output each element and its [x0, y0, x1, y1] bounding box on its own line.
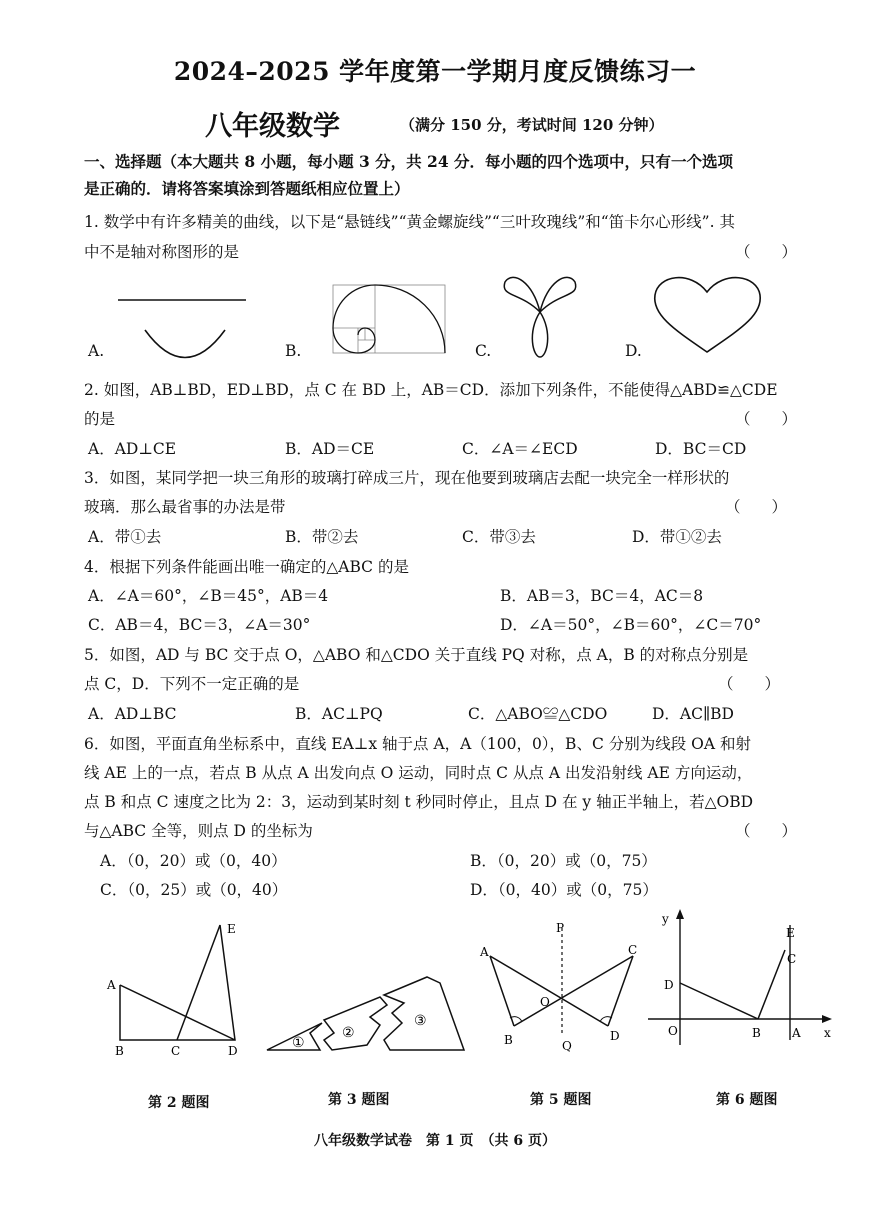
fig2-label-d: D — [228, 1044, 238, 1058]
q4-line1: 4．根据下列条件能画出唯一确定的△ABC 的是 — [84, 558, 409, 576]
score-info: （满分 150 分，考试时间 120 分钟） — [400, 116, 664, 134]
fig3-label-3: ③ — [414, 1013, 427, 1029]
fig2-label-e: E — [227, 922, 236, 936]
exam-title: 2024–2025 学年度第一学期月度反馈练习一 — [173, 57, 697, 86]
q5-option-a: A．AD⊥BC — [88, 705, 177, 723]
q3-answer-paren: （ ） — [725, 498, 788, 516]
q4-option-c: C．AB＝4，BC＝3，∠A＝30° — [88, 616, 311, 634]
q5-option-c: C．△ABO≌△CDO — [468, 705, 608, 723]
q6-answer-paren: （ ） — [735, 822, 798, 840]
catenary-figure — [110, 290, 250, 360]
fig5-label-q: Q — [562, 1039, 572, 1053]
q1-line1: 1. 数学中有许多精美的曲线，以下是“悬链线”“黄金螺旋线”“三叶玫瑰线”和“笛卡尔心形线”. 其 — [84, 213, 735, 231]
q2-option-a: A．AD⊥CE — [88, 440, 177, 458]
q1-line2: 中不是轴对称图形的是 — [84, 243, 240, 261]
exam-subject: 八年级数学 — [205, 111, 340, 142]
q4-option-d: D．∠A＝50°，∠B＝60°，∠C＝70° — [500, 616, 762, 634]
fig2-label-a: A — [107, 978, 116, 992]
cardioid-heart-figure — [650, 270, 765, 360]
fig5-label-a: A — [480, 945, 489, 959]
q1-option-b-label: B. — [285, 342, 302, 360]
q6-line2: 线 AE 上的一点，若点 B 从点 A 出发向点 O 运动，同时点 C 从点 A 出发沿射线 AE 方向运动， — [84, 764, 753, 782]
q4-option-a: A．∠A＝60°，∠B＝45°，AB＝4 — [88, 587, 329, 605]
fig5-label-p: P — [556, 921, 565, 935]
fig6-label-c: C — [787, 952, 797, 966]
q1-option-a-label: A. — [88, 342, 105, 360]
fig6-caption: 第 6 题图 — [716, 1092, 778, 1108]
fig2-label-c: C — [171, 1044, 181, 1058]
fig3-caption: 第 3 题图 — [328, 1092, 390, 1108]
q3-line1: 3．如图，某同学把一块三角形的玻璃打碎成三片，现在他要到玻璃店去配一块完全一样形状的 — [84, 469, 730, 487]
q2-line2: 的是 — [84, 410, 116, 428]
figure-2 — [105, 915, 255, 1060]
fig6-label-x: x — [824, 1026, 831, 1040]
q2-option-d: D．BC＝CD — [655, 440, 747, 458]
q6-line3: 点 B 和点 C 速度之比为 2：3，运动到某时刻 t 秒同时停止，且点 D 在 y 轴正半轴上，若△OBD — [84, 793, 754, 811]
q3-option-c: C．带③去 — [462, 528, 536, 546]
q5-line1: 5．如图，AD 与 BC 交于点 O，△ABO 和△CDO 关于直线 PQ 对称，点 A，B 的对称点分别是 — [84, 646, 749, 664]
q5-answer-paren: （ ） — [718, 675, 781, 693]
q3-line2: 玻璃．那么最省事的办法是带 — [84, 498, 286, 516]
figure-5 — [478, 918, 643, 1058]
fig5-label-c: C — [628, 943, 638, 957]
fig5-caption: 第 5 题图 — [530, 1092, 592, 1108]
q6-line1: 6．如图，平面直角坐标系中，直线 EA⊥x 轴于点 A，A（100，0），B、C 分别为线段 OA 和射 — [84, 735, 751, 753]
fig6-label-o: O — [668, 1024, 678, 1038]
q1-option-c-label: C. — [475, 342, 492, 360]
q5-line2: 点 C，D．下列不一定正确的是 — [84, 675, 300, 693]
fig6-label-e: E — [786, 926, 795, 940]
fig6-label-d: D — [664, 978, 674, 992]
q6-option-d: D．（0，40）或（0，75） — [470, 881, 658, 899]
q2-line1: 2. 如图，AB⊥BD，ED⊥BD，点 C 在 BD 上，AB＝CD．添加下列条件，不能使得△ABD≌△CDE — [84, 381, 778, 399]
q3-option-b: B．带②去 — [285, 528, 359, 546]
fig5-label-d: D — [610, 1029, 620, 1043]
figure-6 — [640, 905, 840, 1055]
fig5-label-o: O — [540, 995, 550, 1009]
fig6-label-a: A — [792, 1026, 801, 1040]
q6-option-c: C．（0，25）或（0，40） — [100, 881, 288, 899]
page-footer: 八年级数学试卷 第 1 页 （共 6 页） — [314, 1133, 556, 1149]
q6-line4: 与△ABC 全等，则点 D 的坐标为 — [84, 822, 313, 840]
fig6-label-y: y — [662, 912, 669, 926]
q3-option-d: D．带①②去 — [632, 528, 722, 546]
fig2-caption: 第 2 题图 — [148, 1095, 210, 1111]
q6-option-a: A．（0，20）或（0，40） — [100, 852, 287, 870]
fig3-label-2: ② — [342, 1025, 355, 1041]
q2-option-b: B．AD＝CE — [285, 440, 375, 458]
section-heading-line1: 一、选择题（本大题共 8 小题，每小题 3 分，共 24 分．每小题的四个选项中，只有一个选项 — [84, 152, 734, 171]
q6-option-b: B．（0，20）或（0，75） — [470, 852, 657, 870]
figure-3 — [262, 965, 472, 1060]
fig6-label-b: B — [752, 1026, 761, 1040]
fig5-label-b: B — [504, 1033, 513, 1047]
section-heading-line2: 是正确的．请将答案填涂到答题纸相应位置上） — [84, 179, 410, 198]
q2-answer-paren: （ ） — [735, 410, 798, 428]
q1-option-d-label: D. — [625, 342, 642, 360]
three-leaf-rose-figure — [495, 272, 585, 362]
fig2-label-b: B — [115, 1044, 124, 1058]
golden-spiral-figure — [325, 280, 450, 355]
q1-answer-paren: （ ） — [735, 243, 798, 261]
q4-option-b: B．AB＝3，BC＝4，AC＝8 — [500, 587, 704, 605]
q2-option-c: C．∠A＝∠ECD — [462, 440, 578, 458]
q3-option-a: A．带①去 — [88, 528, 162, 546]
fig3-label-1: ① — [292, 1035, 305, 1051]
q5-option-d: D．AC∥BD — [652, 705, 734, 723]
q5-option-b: B．AC⊥PQ — [295, 705, 383, 723]
